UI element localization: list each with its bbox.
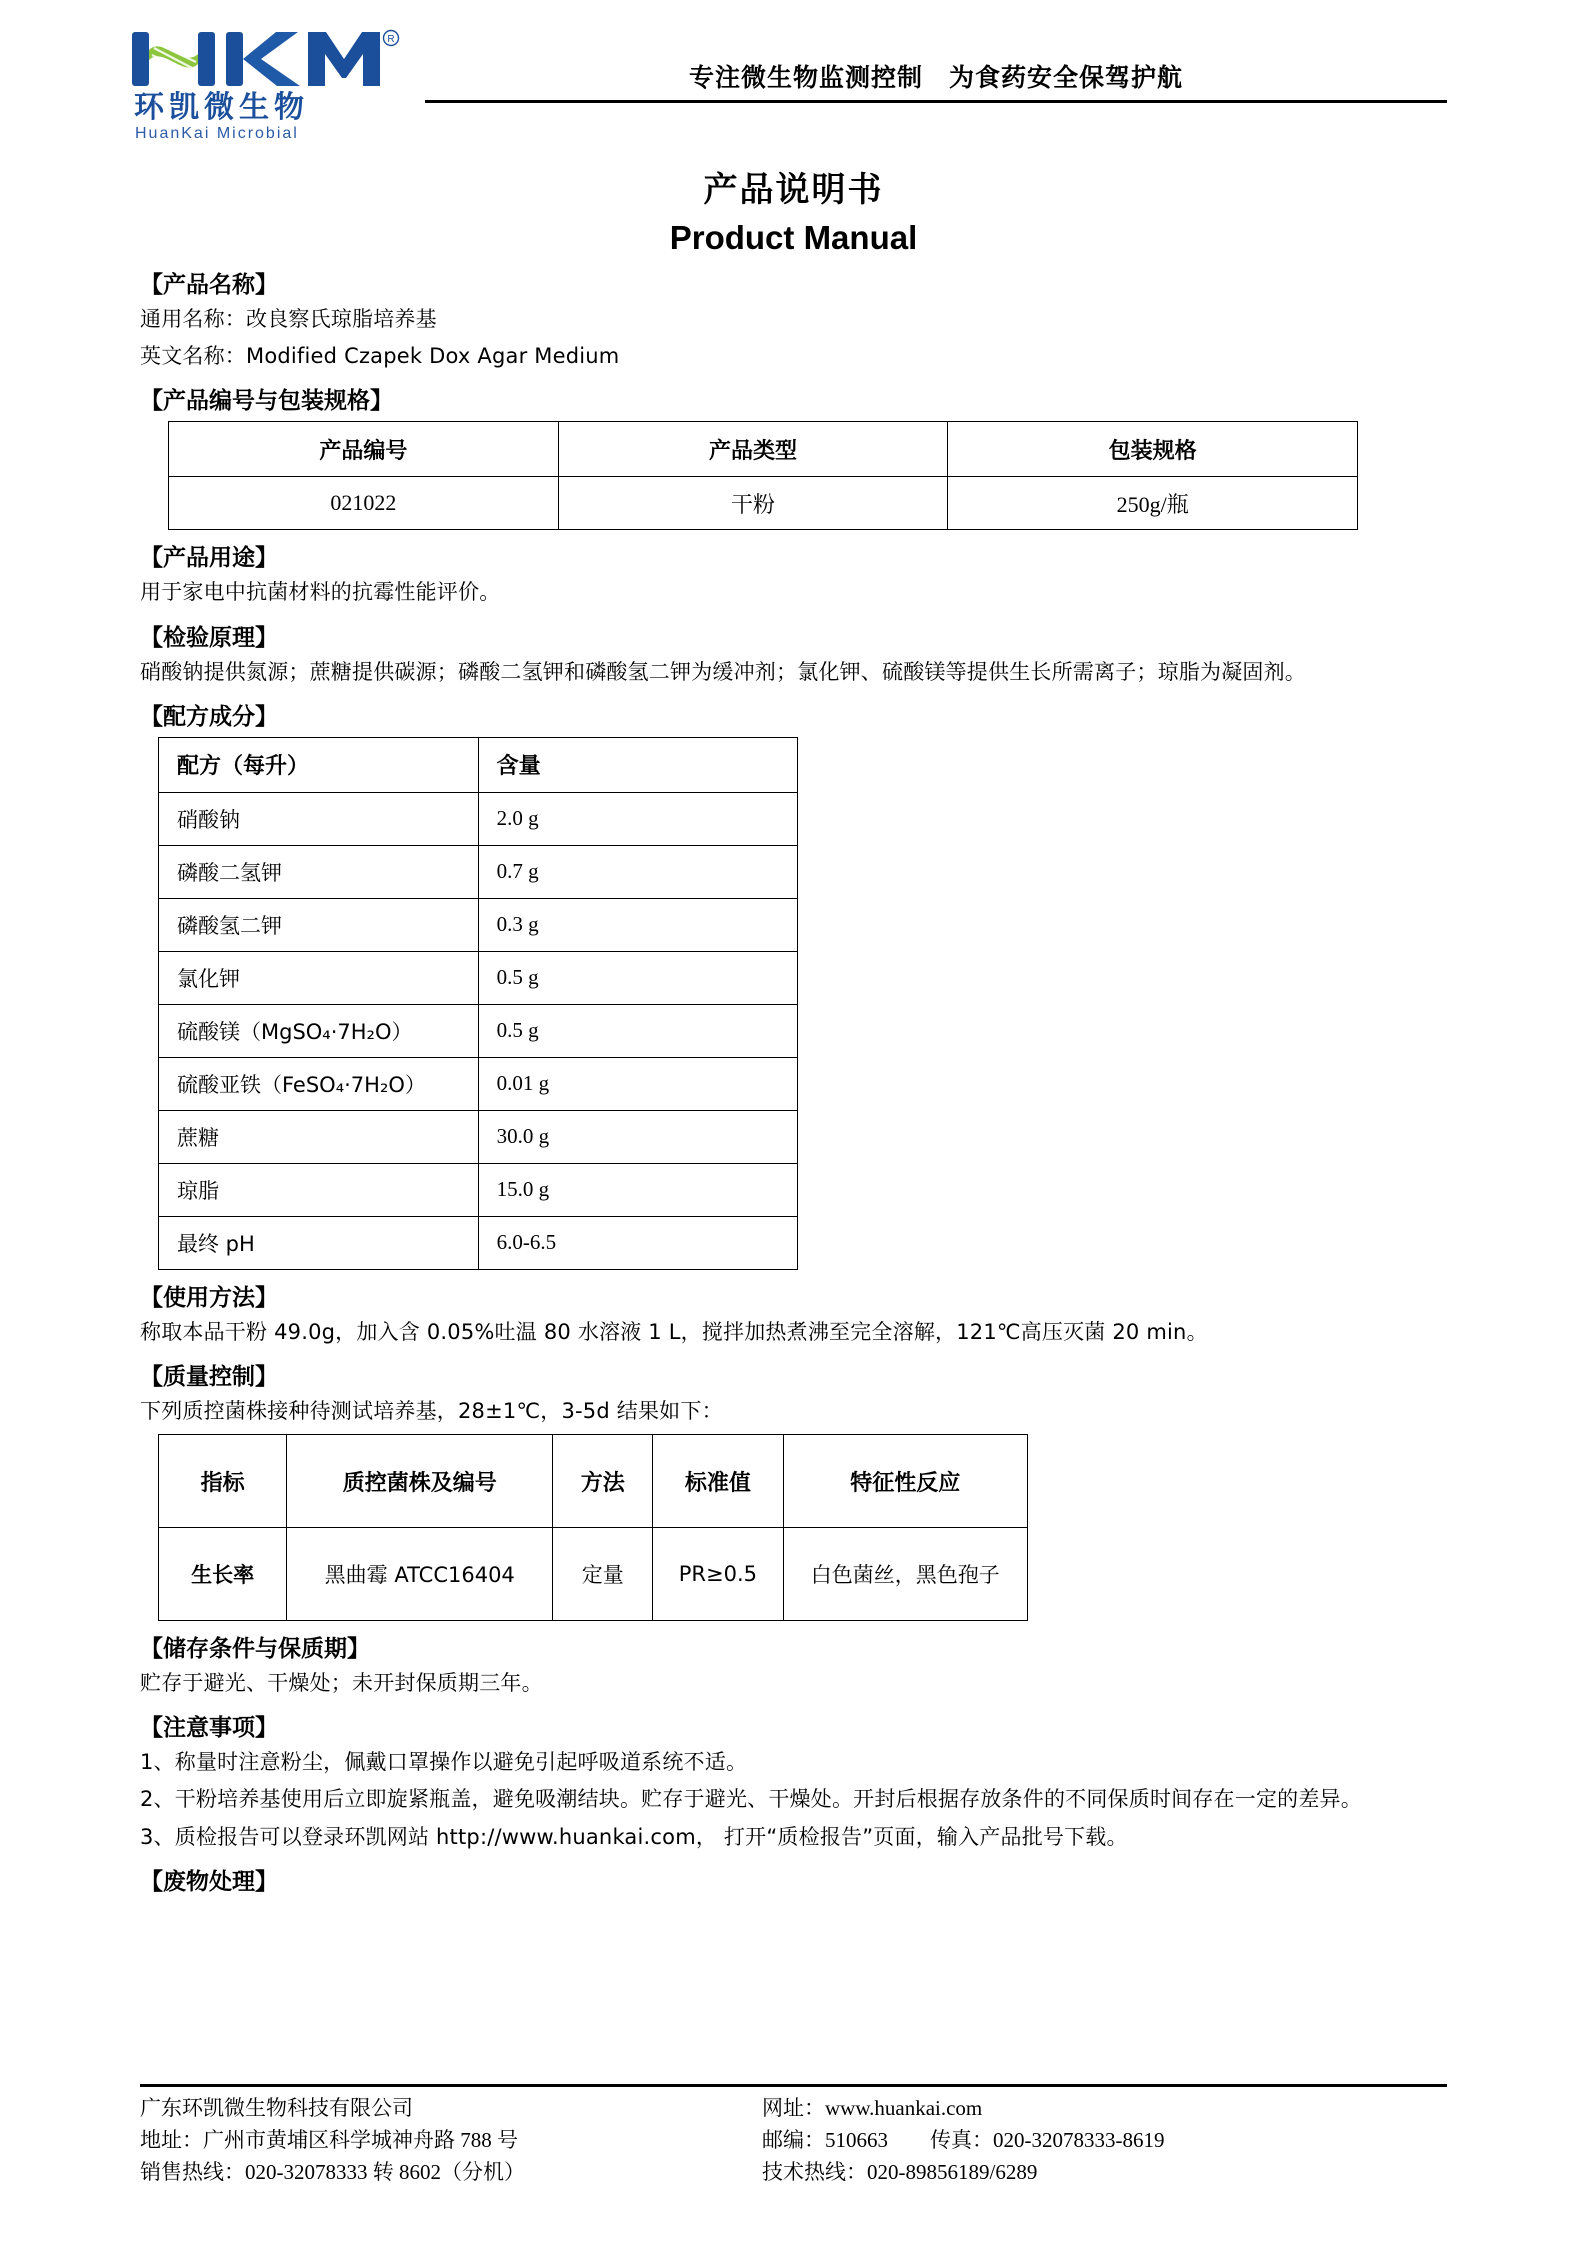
qc-col-method: 方法 — [553, 1435, 653, 1528]
spec-col-product-code: 产品编号 — [169, 422, 559, 477]
formula-amount: 15.0 g — [478, 1163, 797, 1216]
quality-control-table — [158, 1434, 1028, 1621]
note-item: 2、干粉培养基使用后立即旋紧瓶盖，避免吸潮结块。贮存于避光、干燥处。开封后根据存放条件的不同保质时间存在一定的差异。 — [140, 1787, 1362, 1812]
qc-col-standard: 标准值 — [653, 1435, 783, 1528]
principle-text: 硝酸钠提供氮源；蔗糖提供碳源；磷酸二氢钾和磷酸氢二钾为缓冲剂；氯化钾、硫酸镁等提供生长所需离子；琼脂为凝固剂。 — [140, 659, 1306, 684]
qc-value-standard: PR≥0.5 — [653, 1528, 783, 1621]
footer-tech-hotline: 技术热线：020-89856189/6289 — [762, 2160, 1038, 2185]
formula-col-name: 配方（每升） — [159, 737, 479, 792]
section-heading-quality-control: 【质量控制】 — [140, 1363, 278, 1390]
footer-divider — [140, 2084, 1447, 2087]
formula-amount: 0.7 g — [478, 845, 797, 898]
table-header-row — [169, 422, 1358, 477]
section-heading-purpose: 【产品用途】 — [140, 545, 278, 572]
footer-website: 网址：www.huankai.com — [762, 2096, 983, 2121]
hkm-logo-mark — [130, 28, 400, 90]
page-title-en: Product Manual — [669, 219, 918, 256]
header-tagline-area — [425, 58, 1447, 94]
page-title-cn: 产品说明书 — [703, 170, 884, 210]
formula-col-amount: 含量 — [478, 737, 797, 792]
formula-name: 琼脂 — [159, 1163, 479, 1216]
table-row — [159, 792, 798, 845]
table-row — [159, 1057, 798, 1110]
footer-address: 地址：广州市黄埔区科学城神舟路 788 号 — [140, 2128, 518, 2153]
formula-amount: 30.0 g — [478, 1110, 797, 1163]
table-row — [159, 845, 798, 898]
product-generic-name-label: 通用名称： — [140, 307, 246, 331]
table-row — [159, 898, 798, 951]
qc-col-indicator: 指标 — [159, 1435, 287, 1528]
qc-value-strain: 黑曲霉 ATCC16404 — [287, 1528, 553, 1621]
header-tagline: 专注微生物监测控制 为食药安全保驾护航 — [688, 63, 1183, 92]
section-heading-spec: 【产品编号与包装规格】 — [140, 388, 393, 415]
product-generic-name-value: 改良察氏琼脂培养基 — [246, 307, 437, 331]
table-header-row — [159, 1435, 1028, 1528]
section-heading-waste: 【废物处理】 — [140, 1868, 278, 1895]
footer-company-name: 广东环凯微生物科技有限公司 — [140, 2096, 413, 2121]
page-header — [134, 0, 1447, 150]
table-header-row — [159, 737, 798, 792]
formula-composition-table — [158, 737, 798, 1270]
spec-col-product-type: 产品类型 — [558, 422, 948, 477]
table-row — [169, 477, 1358, 530]
product-generic-name-row — [140, 303, 1447, 336]
table-row — [159, 1528, 1028, 1621]
table-row — [159, 1163, 798, 1216]
footer-postcode-fax: 邮编：510663 传真：020-32078333-8619 — [762, 2128, 1165, 2153]
product-english-name-label: 英文名称： — [140, 344, 246, 369]
section-heading-product-name: 【产品名称】 — [140, 272, 278, 298]
formula-name: 氯化钾 — [159, 951, 479, 1004]
svg-text:R: R — [387, 34, 395, 45]
formula-name: 磷酸二氢钾 — [159, 845, 479, 898]
table-row — [159, 1216, 798, 1269]
formula-name: 硫酸亚铁（FeSO₄·7H₂O） — [159, 1057, 479, 1110]
spec-col-package: 包装规格 — [948, 422, 1358, 477]
formula-name: 硝酸钠 — [159, 792, 479, 845]
section-heading-usage: 【使用方法】 — [140, 1284, 278, 1311]
qc-col-strain: 质控菌株及编号 — [287, 1435, 553, 1528]
header-divider — [425, 100, 1447, 103]
product-english-name-value: Modified Czapek Dox Agar Medium — [246, 344, 620, 369]
formula-amount: 0.5 g — [478, 1004, 797, 1057]
section-heading-notes: 【注意事项】 — [140, 1715, 278, 1742]
footer-company-block — [140, 2093, 740, 2189]
formula-amount: 2.0 g — [478, 792, 797, 845]
spec-value-product-code: 021022 — [169, 477, 559, 530]
formula-name: 硫酸镁（MgSO₄·7H₂O） — [159, 1004, 479, 1057]
qc-col-reaction: 特征性反应 — [783, 1435, 1027, 1528]
table-row — [159, 951, 798, 1004]
spec-value-package: 250g/瓶 — [948, 477, 1358, 530]
note-item: 1、称量时注意粉尘，佩戴口罩操作以避免引起呼吸道系统不适。 — [140, 1750, 748, 1775]
footer-sales-hotline: 销售热线：020-32078333 转 8602（分机） — [140, 2160, 525, 2185]
section-heading-storage: 【储存条件与保质期】 — [140, 1636, 370, 1663]
logo-company-name-en: HuanKai Microbial — [135, 124, 299, 142]
qc-value-method: 定量 — [553, 1528, 653, 1621]
table-row — [159, 1004, 798, 1057]
product-english-name-row — [140, 340, 1447, 373]
formula-amount: 6.0-6.5 — [478, 1216, 797, 1269]
logo-company-name-cn: 环凯微生物 — [134, 90, 309, 125]
product-spec-table — [168, 421, 1358, 530]
qc-value-reaction: 白色菌丝，黑色孢子 — [783, 1528, 1027, 1621]
note-item: 3、质检报告可以登录环凯网站 http://www.huankai.com， 打开“质检报告”页面，输入产品批号下载。 — [140, 1824, 1128, 1849]
formula-name: 磷酸氢二钾 — [159, 898, 479, 951]
section-heading-principle: 【检验原理】 — [140, 624, 278, 651]
formula-name: 蔗糖 — [159, 1110, 479, 1163]
section-heading-formula: 【配方成分】 — [140, 703, 278, 730]
qc-value-indicator: 生长率 — [159, 1528, 287, 1621]
formula-name: 最终 pH — [159, 1216, 479, 1269]
formula-amount: 0.01 g — [478, 1057, 797, 1110]
formula-amount: 0.5 g — [478, 951, 797, 1004]
purpose-text: 用于家电中抗菌材料的抗霉性能评价。 — [140, 580, 501, 605]
quality-control-intro: 下列质控菌株接种待测试培养基，28±1℃，3-5d 结果如下： — [140, 1398, 723, 1423]
table-row — [159, 1110, 798, 1163]
page-footer — [140, 2084, 1447, 2189]
footer-contact-block — [740, 2093, 1447, 2189]
spec-value-product-type: 干粉 — [558, 477, 948, 530]
usage-text: 称取本品干粉 49.0g，加入含 0.05%吐温 80 水溶液 1 L，搅拌加热煮沸至完全溶解，121℃高压灭菌 20 min。 — [140, 1319, 1208, 1344]
company-logo — [130, 28, 430, 143]
storage-text: 贮存于避光、干燥处；未开封保质期三年。 — [140, 1671, 543, 1696]
formula-amount: 0.3 g — [478, 898, 797, 951]
